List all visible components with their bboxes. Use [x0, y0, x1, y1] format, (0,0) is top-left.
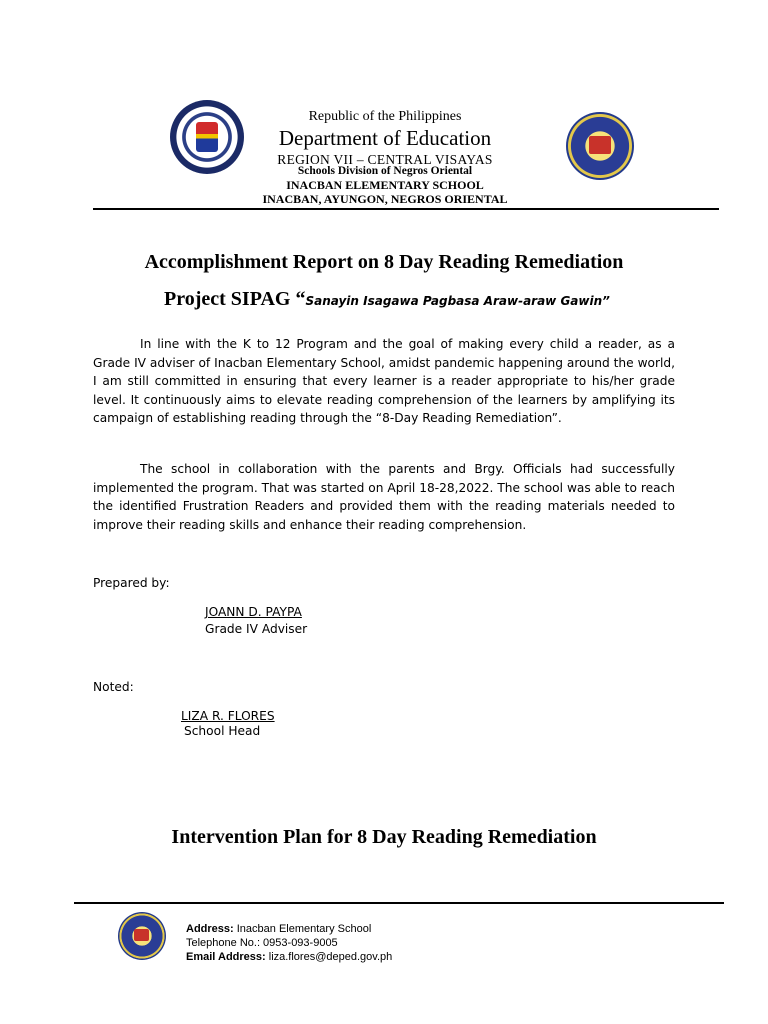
project-line: [164, 288, 610, 311]
footer-telephone: Telephone No.: 0953-093-9005: [186, 937, 338, 949]
footer-email: [186, 950, 392, 964]
body-paragraph-2: The school in collaboration with the parents and Brgy. Officials had successfully implemented the program. That was started on April 18-28,2022. The school was able to reach the identified Frustration Readers and provided them with the reading materials needed to improve their reading skills and enhance their reading comprehension.: [93, 462, 675, 532]
prepared-by-position: Grade IV Adviser: [205, 622, 308, 636]
project-tagline: Sanayin Isagawa Pagbasa Araw-araw Gawin”: [305, 294, 610, 308]
school-seal-logo: [566, 112, 634, 180]
footer-school-seal-logo: [118, 912, 166, 960]
header-address: INACBAN, AYUNGON, NEGROS ORIENTAL: [262, 192, 508, 206]
prepared-by-name: JOANN D. PAYPA: [205, 605, 302, 619]
footer-email-value[interactable]: liza.flores@deped.gov.ph: [268, 951, 393, 963]
body-paragraph-1: In line with the K to 12 Program and the goal of making every child a reader, as a Grade IV adviser of Inacban Elementary School, amidst pandemic happening around the world, I am still committed in ensuring that every learner is a reader appropriate to his/her grade level. It continuously aims to elevate reading comprehension of the learners by amplifying its campaign of establishing reading through the “8-Day Reading Remediation”.: [93, 337, 675, 425]
footer-divider: [74, 902, 724, 904]
header-divider: [93, 208, 719, 210]
noted-position: School Head: [184, 724, 261, 738]
noted-name: LIZA R. FLORES: [181, 709, 275, 723]
header-school: INACBAN ELEMENTARY SCHOOL: [286, 178, 484, 192]
prepared-by-label: Prepared by:: [93, 576, 170, 590]
report-title: Accomplishment Report on 8 Day Reading Remediation: [144, 251, 624, 273]
header-department: Department of Education: [278, 126, 492, 150]
footer-address-label: Address:: [186, 923, 234, 935]
header-division: Schools Division of Negros Oriental: [297, 165, 473, 177]
noted-label: Noted:: [93, 680, 134, 694]
project-name: Project SIPAG “: [164, 288, 306, 310]
footer-address: [186, 922, 371, 936]
footer-email-label: Email Address:: [186, 951, 266, 963]
footer-address-value: Inacban Elementary School: [236, 923, 372, 935]
intervention-plan-title: Intervention Plan for 8 Day Reading Remediation: [171, 826, 597, 848]
header-republic: Republic of the Philippines: [308, 109, 462, 124]
header-region: REGION VII – CENTRAL VISAYAS: [277, 152, 493, 167]
